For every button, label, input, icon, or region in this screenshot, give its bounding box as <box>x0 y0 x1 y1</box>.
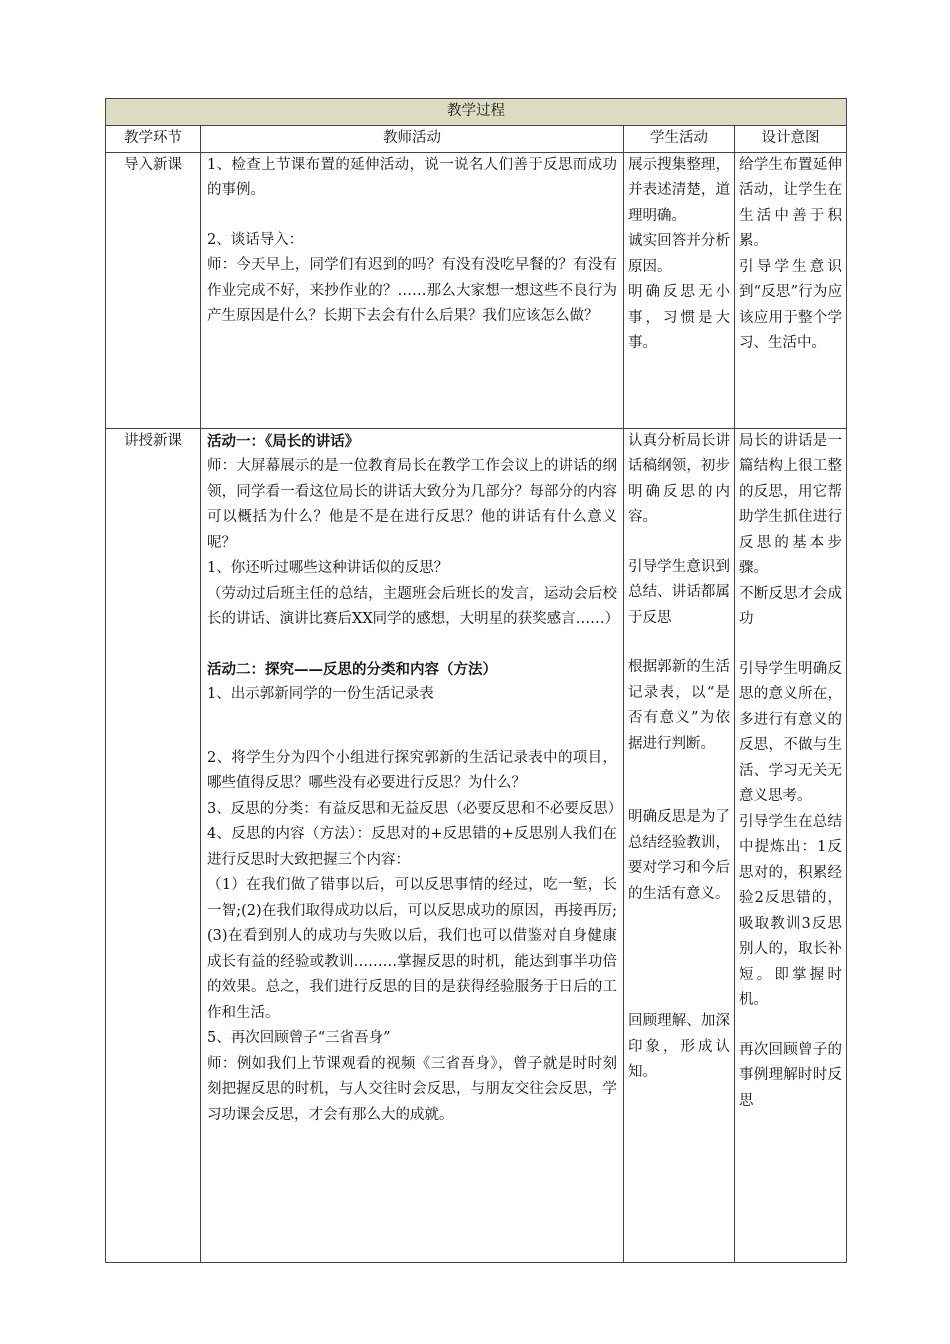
intent-cell <box>735 428 847 1262</box>
teacher-text: 3、反思的分类：有益反思和无益反思（必要反思和不必要反思） <box>207 800 623 817</box>
teacher-text: 4、反思的内容（方法）：反思对的+反思错的+反思别人我们在进行反思时大致把握三个内容： <box>207 826 617 868</box>
activity-title: 活动一：《局长的讲话》 <box>207 432 360 450</box>
student-cell <box>624 428 735 1262</box>
table-row <box>106 152 847 428</box>
teacher-text: 师：今天早上，同学们有迟到的吗？有没有没吃早餐的？有没有作业完成不好，来抄作业的？……那么大家想一想这些不良行为产生原因是什么？长期下去会有什么后果？我们应该怎么做？ <box>207 257 617 324</box>
header-intent: 设计意图 <box>735 126 847 153</box>
intent-text: 引导学生在总结中提炼出：1反思对的，积累经验2反思错的，吸取教训3反思别人的，取长补短。即掌握时机。 <box>739 813 842 1008</box>
teacher-text: 师：例如我们上节课观看的视频《三省吾身》，曾子就是时时刻刻把握反思的时机，与人交往时会反思，与朋友交往会反思，学习功课会反思，才会有那么大的成就。 <box>207 1055 617 1123</box>
student-text: 明确反思无小事，习惯是大事。 <box>628 284 730 351</box>
teacher-text: 1、出示郭新同学的一份生活记录表 <box>207 686 434 702</box>
stage-cell: 导入新课 <box>106 152 201 428</box>
student-text: 回顾理解、加深印象，形成认知。 <box>628 1013 730 1080</box>
student-cell <box>624 152 735 428</box>
teacher-text: 2、将学生分为四个小组进行探究郭新的生活记录表中的项目，哪些值得反思？哪些没有必要进行反思？为什么？ <box>207 749 617 791</box>
teacher-cell <box>201 152 624 428</box>
stage-cell: 讲授新课 <box>106 428 201 1262</box>
teacher-text: 1、你还听过哪些这种讲话似的反思？ <box>207 560 449 576</box>
intent-text: 引导学生意识到“反思”行为应该应用于整个学习、生活中。 <box>739 258 842 351</box>
table-title: 教学过程 <box>106 99 847 126</box>
student-text: 引导学生意识到总结、讲话都属于反思 <box>628 558 730 626</box>
teacher-text: 1、检查上节课布置的延伸活动，说一说名人们善于反思而成功的事例。 <box>207 156 617 198</box>
student-text: 根据郭新的生活记录表，以“是否有意义”为依据进行判断。 <box>628 659 730 752</box>
intent-text: 给学生布置延伸活动，让学生在生活中善于积累。 <box>739 156 842 249</box>
teacher-text: 2、谈话导入： <box>207 231 304 248</box>
intent-cell <box>735 152 847 428</box>
student-text: 诚实回答并分析原因。 <box>628 233 730 275</box>
teacher-text: 5、再次回顾曾子“三省吾身” <box>207 1030 391 1046</box>
activity-title: 活动二：探究——反思的分类和内容（方法） <box>207 660 497 678</box>
header-student: 学生活动 <box>624 126 735 153</box>
teacher-text: （1）在我们做了错事以后，可以反思事情的经过，吃一堑，长一智;(2)在我们取得成功以后，可以反思成功的原因，再接再厉;(3)在看到别人的成功与失败以后，我们也可以借鉴对自身健康成长有益的经验或教训………掌握反思的时机，能达到事半功倍的效果。总之，我们进行反思的目的是获得经验服务于日后的工作和生活。 <box>207 877 617 1021</box>
student-text: 明确反思是为了总结经验教训，要对学习和今后的生活有意义。 <box>628 809 730 902</box>
header-teacher: 教师活动 <box>201 126 624 153</box>
student-text: 展示搜集整理，并表述清楚，道理明确。 <box>628 156 730 224</box>
teacher-text: 师：大屏幕展示的是一位教育局长在教学工作会议上的讲话的纲领，同学看一看这位局长的讲话大致分为几部分？每部分的内容可以概括为什么？他是不是在进行反思？他的讲话有什么意义呢？ <box>207 458 617 551</box>
intent-text: 不断反思才会成功 <box>739 585 842 627</box>
teacher-text: （劳动过后班主任的总结，主题班会后班长的发言，运动会后校长的讲话、演讲比赛后XX同学的感想，大明星的获奖感言……） <box>207 585 620 627</box>
intent-text: 引导学生明确反思的意义所在，多进行有意义的反思，不做与生活、学习无关无意义思考。 <box>739 660 842 804</box>
teacher-cell <box>201 428 624 1262</box>
table-row <box>106 428 847 1262</box>
student-text: 认真分析局长讲话稿纲领，初步明确反思的内容。 <box>628 432 730 525</box>
intent-text: 再次回顾曾子的事例理解时时反思 <box>739 1041 842 1109</box>
header-stage: 教学环节 <box>106 126 201 153</box>
intent-text: 局长的讲话是一篇结构上很工整的反思，用它帮助学生抓住进行反思的基本步骤。 <box>739 432 842 576</box>
teaching-process-table <box>105 98 847 1263</box>
